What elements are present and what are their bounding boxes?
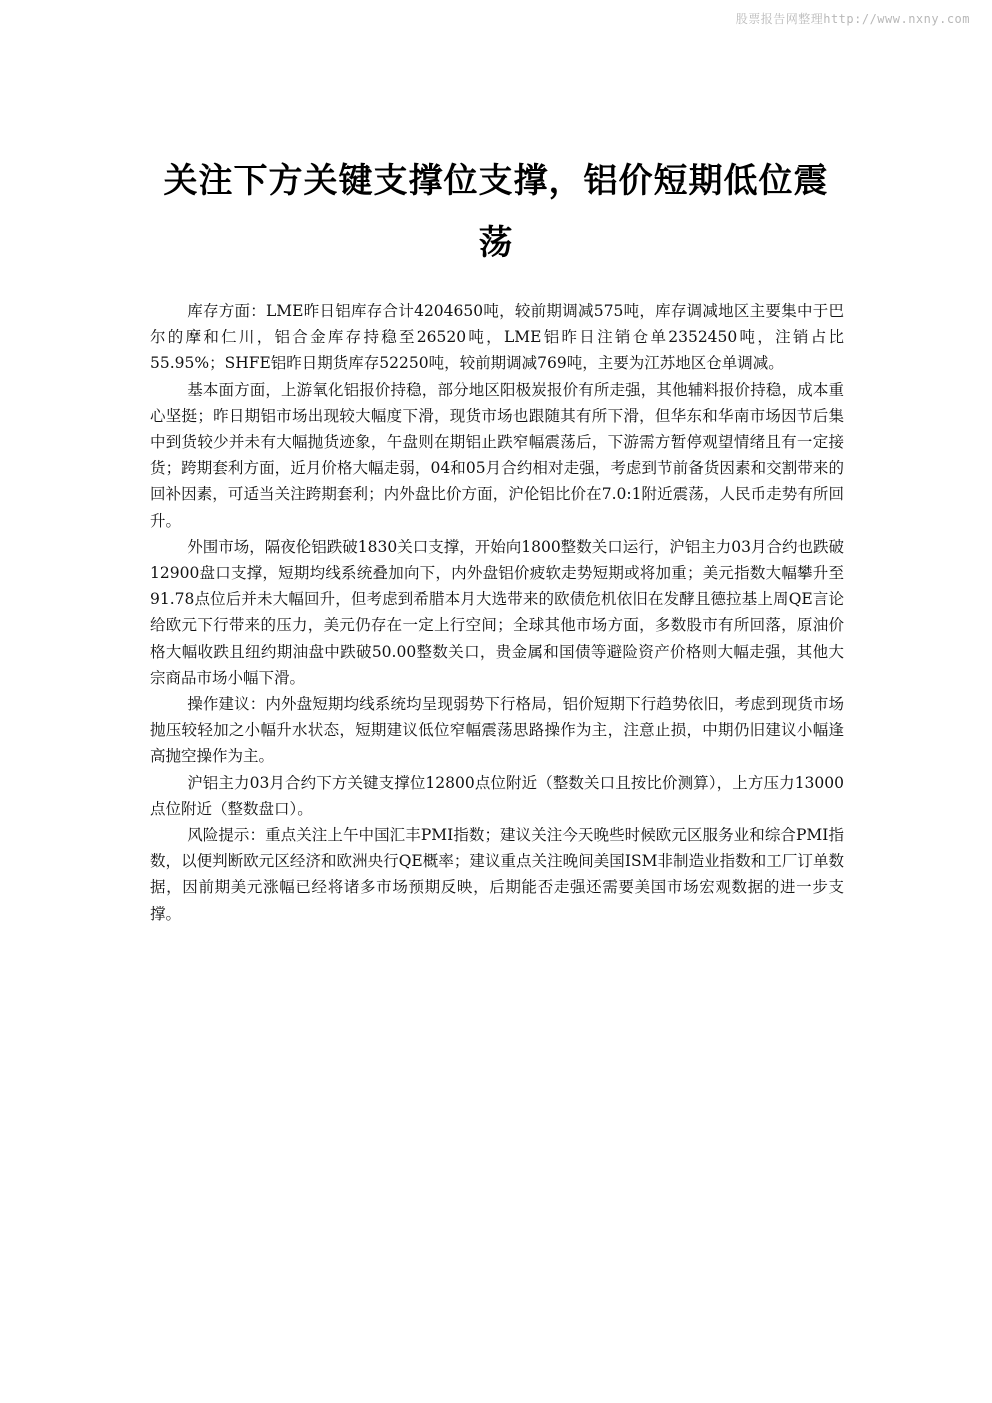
article-title: 关注下方关键支撑位支撑，铝价短期低位震荡	[163, 161, 829, 263]
paragraph-operation-advice: 操作建议：内外盘短期均线系统均呈现弱势下行格局，铝价短期下行趋势依旧，考虑到现货市场抛压较轻加之小幅升水状态，短期建议低位窄幅震荡思路操作为主，注意止损，中期仍旧建议小幅逢高抛空操作为主。	[150, 695, 844, 766]
paragraph-external-market: 外围市场，隔夜伦铝跌破1830关口支撑，开始向1800整数关口运行，沪铝主力03月合约也跌破12900盘口支撑，短期均线系统叠加向下，内外盘铝价疲软走势短期或将加重；美元指数大幅攀升至91.78点位后并未大幅回升，但考虑到希腊本月大选带来的欧债危机依旧在发酵且德拉基上周QE言论给欧元下行带来的压力，美元仍存在一定上行空间；全球其他市场方面，多数股市有所回落，原油价格大幅收跌且纽约期油盘中跌破50.00整数关口，贵金属和国债等避险资产价格则大幅走强，其他大宗商品市场小幅下滑。	[150, 537, 844, 687]
paragraph-support-levels: 沪铝主力03月合约下方关键支撑位12800点位附近（整数关口且按比价测算），上方压力13000点位附近（整数盘口）。	[150, 773, 844, 818]
paragraph-fundamentals: 基本面方面，上游氧化铝报价持稳，部分地区阳极炭报价有所走强，其他辅料报价持稳，成本重心坚挺；昨日期铝市场出现较大幅度下滑，现货市场也跟随其有所下滑，但华东和华南市场因节后集中到货较少并未有大幅抛货迹象，午盘则在期铝止跌窄幅震荡后，下游需方暂停观望情绪且有一定接货；跨期套利方面，近月价格大幅走弱，04和05月合约相对走强，考虑到节前备货因素和交割带来的回补因素，可适当关注跨期套利；内外盘比价方面，沪伦铝比价在7.0:1附近震荡，人民币走势有所回升。	[150, 380, 844, 530]
article-body	[150, 298, 844, 927]
paragraph-inventory: 库存方面：LME昨日铝库存合计4204650吨，较前期调减575吨，库存调减地区主要集中于巴尔的摩和仁川，铝合金库存持稳至26520吨，LME铝昨日注销仓单2352450吨，注销占比55.95%；SHFE铝昨日期货库存52250吨，较前期调减769吨，主要为江苏地区仓单调减。	[150, 302, 844, 373]
paragraph-risk-warning: 风险提示：重点关注上午中国汇丰PMI指数；建议关注今天晚些时候欧元区服务业和综合PMI指数，以便判断欧元区经济和欧洲央行QE概率；建议重点关注晚间美国ISM非制造业指数和工厂订单数据，因前期美元涨幅已经将诸多市场预期反映，后期能否走强还需要美国市场宏观数据的进一步支撑。	[150, 826, 844, 923]
source-watermark: 股票报告网整理http://www.nxny.com	[735, 12, 970, 26]
